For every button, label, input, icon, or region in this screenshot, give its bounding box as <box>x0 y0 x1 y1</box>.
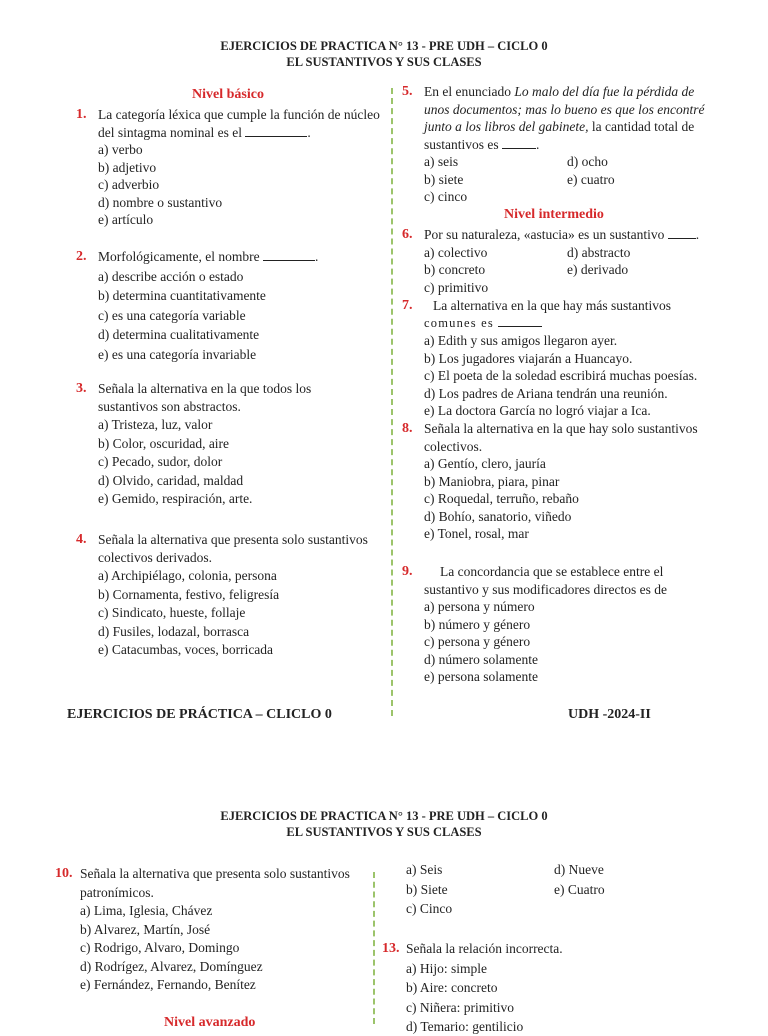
question-number: 8. <box>402 421 413 436</box>
option: a) verbo <box>98 142 143 157</box>
answer-blank <box>245 136 307 137</box>
option: e) Gemido, respiración, arte. <box>98 491 253 506</box>
question-number: 7. <box>402 298 413 313</box>
option: a) describe acción o estado <box>98 268 244 284</box>
question-stem: Señala la alternativa que presenta solo sustantivos <box>80 866 350 881</box>
question-number: 2. <box>76 249 87 264</box>
option: a) Lima, Iglesia, Chávez <box>80 903 213 918</box>
option: a) Edith y sus amigos llegaron ayer. <box>424 333 618 348</box>
question-3 <box>76 380 388 508</box>
page-subtitle: EL SUSTANTIVOS Y SUS CLASES <box>286 55 482 69</box>
option: a) Tristeza, luz, valor <box>98 417 213 432</box>
option: d) Nueve <box>554 862 604 877</box>
option: d) Bohío, sanatorio, viñedo <box>424 508 572 524</box>
question-stem: sustantivo y sus modificadores directos es de <box>424 581 667 597</box>
option: e) cuatro <box>567 171 615 187</box>
question-13 <box>382 940 706 1036</box>
option: e) Tonel, rosal, mar <box>424 526 529 541</box>
page-subtitle: EL SUSTANTIVOS Y SUS CLASES <box>286 825 482 839</box>
question-stem: Señala la alternativa que presenta solo sustantivos <box>98 532 368 547</box>
question-10 <box>55 865 372 994</box>
question-1 <box>76 106 388 229</box>
question-number: 3. <box>76 381 87 396</box>
level-heading-basic: Nivel básico <box>192 87 264 102</box>
option: c) es una categoría variable <box>98 307 246 323</box>
question-stem: unos documentos; mas lo bueno es que los encontré <box>424 101 705 117</box>
footer-left: EJERCICIOS DE PRÁCTICA – CLICLO 0 <box>67 707 332 722</box>
question-number: 10. <box>55 866 73 881</box>
question-6 <box>402 226 716 296</box>
option: a) persona y número <box>424 599 535 614</box>
option: c) primitivo <box>424 279 489 295</box>
question-stem: sustantivos son abstractos. <box>98 398 241 414</box>
question-8 <box>402 420 716 543</box>
question-5 <box>402 83 716 206</box>
question-stem: Por su naturaleza, «astucia» es un sustantivo . <box>424 227 700 242</box>
option: b) Aire: concreto <box>406 980 498 995</box>
question-stem: Señala la alternativa en la que hay solo sustantivos <box>424 421 698 436</box>
option: c) Roquedal, terruño, rebaño <box>424 491 579 506</box>
option: c) Sindicato, hueste, follaje <box>98 605 246 620</box>
option: a) colectivo <box>424 244 488 260</box>
page-title: EJERCICIOS DE PRACTICA N° 13 - PRE UDH – CICLO 0 <box>220 39 548 53</box>
option: e) Catacumbas, voces, borricada <box>98 642 274 657</box>
question-stem: sustantivos es . <box>424 136 540 152</box>
option: d) número solamente <box>424 651 538 667</box>
option: b) concreto <box>424 262 486 277</box>
option: e) La doctora García no logró viajar a Ica. <box>424 403 651 418</box>
option: b) determina cuantitativamente <box>98 288 266 303</box>
option: d) determina cualitativamente <box>98 327 260 342</box>
option: a) Gentío, clero, jauría <box>424 456 546 471</box>
option: b) Alvarez, Martín, José <box>80 921 211 937</box>
level-heading-intermediate: Nivel intermedio <box>504 207 604 222</box>
question-stem: Señala la alternativa en la que todos los <box>98 381 312 396</box>
option: c) El poeta de la soledad escribirá muchas poesías. <box>424 368 698 383</box>
question-12-options <box>406 861 706 918</box>
question-stem: La concordancia que se establece entre el <box>440 564 664 579</box>
answer-blank <box>502 148 536 149</box>
question-number: 6. <box>402 227 413 242</box>
question-2 <box>76 248 388 363</box>
option: e) es una categoría invariable <box>98 346 257 362</box>
option: a) seis <box>424 154 459 169</box>
option: c) Niñera: primitivo <box>406 999 514 1015</box>
question-stem: junto a los libros del gabinete, la cantidad total de <box>424 119 695 134</box>
question-stem: colectivos. <box>424 438 483 454</box>
question-9 <box>402 563 716 686</box>
option: e) artículo <box>98 212 154 227</box>
question-stem: La alternativa en la que hay más sustantivos <box>433 298 672 313</box>
option: d) Temario: gentilicio <box>406 1019 524 1034</box>
question-number: 4. <box>76 532 87 547</box>
question-number: 5. <box>402 84 413 99</box>
option: a) Seis <box>406 862 443 877</box>
column-divider <box>373 872 375 1024</box>
option: b) Cornamenta, festivo, feligresía <box>98 586 280 602</box>
option: c) Cinco <box>406 901 453 916</box>
question-stem: En el enunciado Lo malo del día fue la pérdida de <box>424 84 695 99</box>
question-stem: La categoría léxica que cumple la función de núcleo <box>98 107 380 122</box>
option: b) siete <box>424 171 464 187</box>
question-number: 1. <box>76 107 87 122</box>
column-divider <box>391 88 393 716</box>
option: d) Los padres de Ariana tendrán una reunión. <box>424 385 668 401</box>
option: b) Maniobra, piara, pinar <box>424 473 560 489</box>
question-stem: colectivos derivados. <box>98 549 212 565</box>
option: d) nombre o sustantivo <box>98 194 223 210</box>
answer-blank <box>498 326 542 327</box>
question-stem: del sintagma nominal es el . <box>98 124 311 140</box>
option: c) cinco <box>424 189 468 204</box>
option: a) Hijo: simple <box>406 960 487 976</box>
question-stem: Señala la relación incorrecta. <box>406 941 563 956</box>
option: b) número y género <box>424 616 531 632</box>
option: c) Pecado, sudor, dolor <box>98 454 223 469</box>
option: d) ocho <box>567 154 608 169</box>
option: b) Los jugadores viajarán a Huancayo. <box>424 350 633 366</box>
page-title: EJERCICIOS DE PRACTICA N° 13 - PRE UDH – CICLO 0 <box>220 809 548 823</box>
footer-right: UDH -2024-II <box>568 707 651 722</box>
option: c) adverbio <box>98 177 160 192</box>
option: d) Olvido, caridad, maldad <box>98 472 244 488</box>
question-stem: Morfológicamente, el nombre . <box>98 249 319 264</box>
option: d) Rodrígez, Alvarez, Domínguez <box>80 958 263 974</box>
option: b) Color, oscuridad, aire <box>98 435 230 451</box>
option: c) Rodrigo, Alvaro, Domingo <box>80 940 240 955</box>
answer-blank <box>263 260 315 261</box>
answer-blank <box>668 238 696 239</box>
option: b) adjetivo <box>98 159 157 175</box>
option: a) Archipiélago, colonia, persona <box>98 568 277 583</box>
question-stem: comunes es <box>424 315 716 333</box>
option: d) abstracto <box>567 244 631 260</box>
question-4 <box>76 531 388 659</box>
option: b) Siete <box>406 881 448 897</box>
question-number: 9. <box>402 564 413 579</box>
level-heading-advanced: Nivel avanzado <box>164 1015 256 1030</box>
option: e) derivado <box>567 262 629 277</box>
question-number: 13. <box>382 941 400 956</box>
option: c) persona y género <box>424 634 531 649</box>
question-stem: patronímicos. <box>80 884 154 900</box>
question-7 <box>402 297 716 420</box>
option: e) persona solamente <box>424 669 538 684</box>
option: e) Fernández, Fernando, Benítez <box>80 977 256 992</box>
option: e) Cuatro <box>554 881 605 897</box>
option: d) Fusiles, lodazal, borrasca <box>98 623 250 639</box>
